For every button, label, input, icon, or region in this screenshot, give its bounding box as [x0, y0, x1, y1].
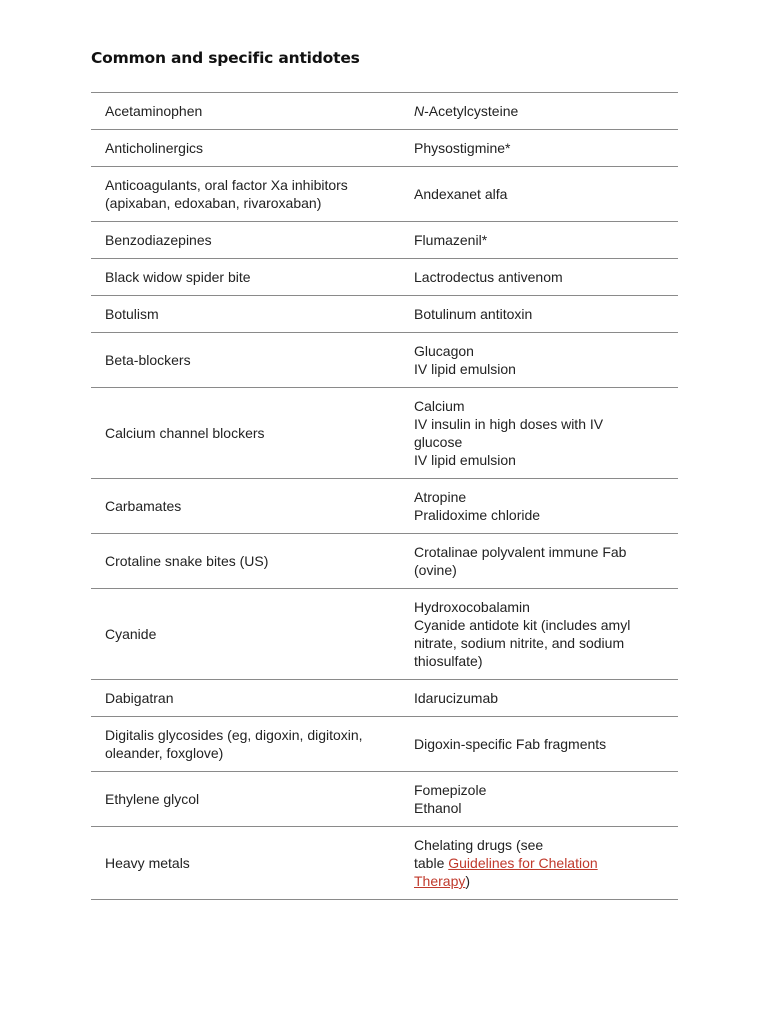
- agent-text: Carbamates: [105, 498, 182, 514]
- antidote-text: [414, 139, 664, 157]
- table-row: [91, 479, 678, 534]
- antidote-text: [414, 543, 664, 561]
- antidote-line: Glucagon: [414, 343, 474, 359]
- poison-agent-cell: [91, 222, 400, 259]
- agent-text: Heavy metals: [105, 855, 190, 871]
- table-row: [91, 222, 678, 259]
- antidote-cell: [400, 534, 678, 589]
- antidote-text: [414, 854, 664, 872]
- table-row: [91, 259, 678, 296]
- antidote-text: [414, 781, 664, 799]
- antidote-text: [414, 102, 664, 120]
- agent-text: (apixaban, edoxaban, rivaroxaban): [105, 195, 322, 211]
- antidote-line: IV lipid emulsion: [414, 452, 516, 468]
- poison-agent-cell: [91, 333, 400, 388]
- agent-text: Anticoagulants, oral factor Xa inhibitors: [105, 177, 348, 193]
- antidote-italic-prefix: N: [414, 103, 425, 119]
- antidote-line: ): [465, 873, 471, 889]
- antidote-text: [414, 689, 664, 707]
- table-row: [91, 717, 678, 772]
- antidote-line: Crotalinae polyvalent immune Fab: [414, 544, 627, 560]
- poison-agent-cell: [91, 680, 400, 717]
- table-row: [91, 827, 678, 900]
- table-row: [91, 388, 678, 479]
- antidote-line: nitrate, sodium nitrite, and sodium: [414, 635, 625, 651]
- table-row: [91, 333, 678, 388]
- poison-agent-cell: [91, 167, 400, 222]
- antidote-text: [414, 415, 664, 433]
- antidote-line: thiosulfate): [414, 653, 483, 669]
- antidotes-table: [91, 92, 678, 900]
- antidote-line: Physostigmine*: [414, 140, 511, 156]
- antidote-cell: [400, 259, 678, 296]
- antidote-line: IV lipid emulsion: [414, 361, 516, 377]
- poison-agent-cell: [91, 589, 400, 680]
- antidote-cell: [400, 333, 678, 388]
- antidote-text: [414, 735, 664, 753]
- antidote-text: [414, 634, 664, 652]
- antidote-cell: [400, 680, 678, 717]
- poison-agent-cell: [91, 534, 400, 589]
- table-row: [91, 589, 678, 680]
- antidote-line: Hydroxocobalamin: [414, 599, 530, 615]
- antidote-cell: [400, 222, 678, 259]
- antidote-text: [414, 185, 664, 203]
- antidote-text: [414, 397, 664, 415]
- poison-agent-cell: [91, 130, 400, 167]
- agent-text: Anticholinergics: [105, 140, 204, 156]
- antidote-cell: [400, 93, 678, 130]
- antidote-line: Digoxin-specific Fab fragments: [414, 736, 607, 752]
- antidote-cell: [400, 130, 678, 167]
- antidote-text: Chelating drugs (see: [414, 837, 544, 853]
- agent-text: Beta-blockers: [105, 352, 191, 368]
- agent-text: oleander, foxglove): [105, 745, 224, 761]
- antidote-line: Pralidoxime chloride: [414, 507, 541, 523]
- agent-text: Crotaline snake bites (US): [105, 553, 269, 569]
- antidote-text: [414, 616, 664, 634]
- antidote-cell: [400, 827, 678, 900]
- poison-agent-cell: [91, 772, 400, 827]
- antidote-line: Calcium: [414, 398, 465, 414]
- antidote-line: Atropine: [414, 489, 467, 505]
- agent-text: Benzodiazepines: [105, 232, 212, 248]
- antidote-line: Andexanet alfa: [414, 186, 508, 202]
- antidote-line: Flumazenil*: [414, 232, 488, 248]
- antidote-line: -Acetylcysteine: [424, 103, 519, 119]
- antidote-text: [414, 342, 664, 360]
- page-title: Common and specific antidotes: [91, 49, 360, 67]
- agent-text: Digitalis glycosides (eg, digoxin, digitoxin,: [105, 727, 363, 743]
- table-body: [91, 93, 678, 900]
- antidote-line: (ovine): [414, 562, 457, 578]
- antidote-text: [414, 506, 664, 524]
- antidote-text: [414, 872, 664, 890]
- antidote-text: [414, 488, 664, 506]
- antidote-text: [414, 799, 664, 817]
- antidote-line: table: [414, 855, 449, 871]
- antidote-line: Fomepizole: [414, 782, 487, 798]
- agent-text: Ethylene glycol: [105, 791, 200, 807]
- table-row: [91, 93, 678, 130]
- agent-text: Black widow spider bite: [105, 269, 251, 285]
- antidote-text: [414, 561, 664, 579]
- document-page: [91, 44, 678, 900]
- table-row: [91, 296, 678, 333]
- poison-agent-cell: [91, 259, 400, 296]
- antidote-cell: [400, 589, 678, 680]
- chelation-guidelines-link[interactable]: Therapy: [414, 873, 466, 889]
- antidote-cell: [400, 479, 678, 534]
- antidote-text: [414, 598, 664, 616]
- agent-text: Acetaminophen: [105, 103, 203, 119]
- poison-agent-cell: [91, 479, 400, 534]
- antidote-text: [414, 360, 664, 378]
- antidote-cell: [400, 296, 678, 333]
- antidote-text: [414, 451, 664, 469]
- antidote-cell: [400, 772, 678, 827]
- table-row: [91, 680, 678, 717]
- chelation-guidelines-link[interactable]: Guidelines for Chelation: [448, 855, 598, 871]
- poison-agent-cell: [91, 827, 400, 900]
- agent-text: Calcium channel blockers: [105, 425, 265, 441]
- antidote-text: [414, 231, 664, 249]
- antidote-line: Botulinum antitoxin: [414, 306, 533, 322]
- antidote-text: [414, 652, 664, 670]
- table-row: [91, 130, 678, 167]
- agent-text: Cyanide: [105, 626, 157, 642]
- antidote-cell: [400, 388, 678, 479]
- poison-agent-cell: [91, 93, 400, 130]
- table-row: [91, 167, 678, 222]
- poison-agent-cell: [91, 388, 400, 479]
- table-row: [91, 534, 678, 589]
- antidote-cell: [400, 717, 678, 772]
- antidote-line: glucose: [414, 434, 463, 450]
- antidote-cell: [400, 167, 678, 222]
- antidote-line: Idarucizumab: [414, 690, 499, 706]
- antidote-line: Ethanol: [414, 800, 462, 816]
- poison-agent-cell: [91, 296, 400, 333]
- table-row: [91, 772, 678, 827]
- antidote-text: [414, 433, 664, 451]
- antidote-text: [414, 268, 664, 286]
- antidote-text: [414, 305, 664, 323]
- agent-text: Dabigatran: [105, 690, 174, 706]
- antidote-line: Lactrodectus antivenom: [414, 269, 563, 285]
- antidote-line: Cyanide antidote kit (includes amyl: [414, 617, 631, 633]
- agent-text: Botulism: [105, 306, 159, 322]
- antidote-line: IV insulin in high doses with IV: [414, 416, 604, 432]
- poison-agent-cell: [91, 717, 400, 772]
